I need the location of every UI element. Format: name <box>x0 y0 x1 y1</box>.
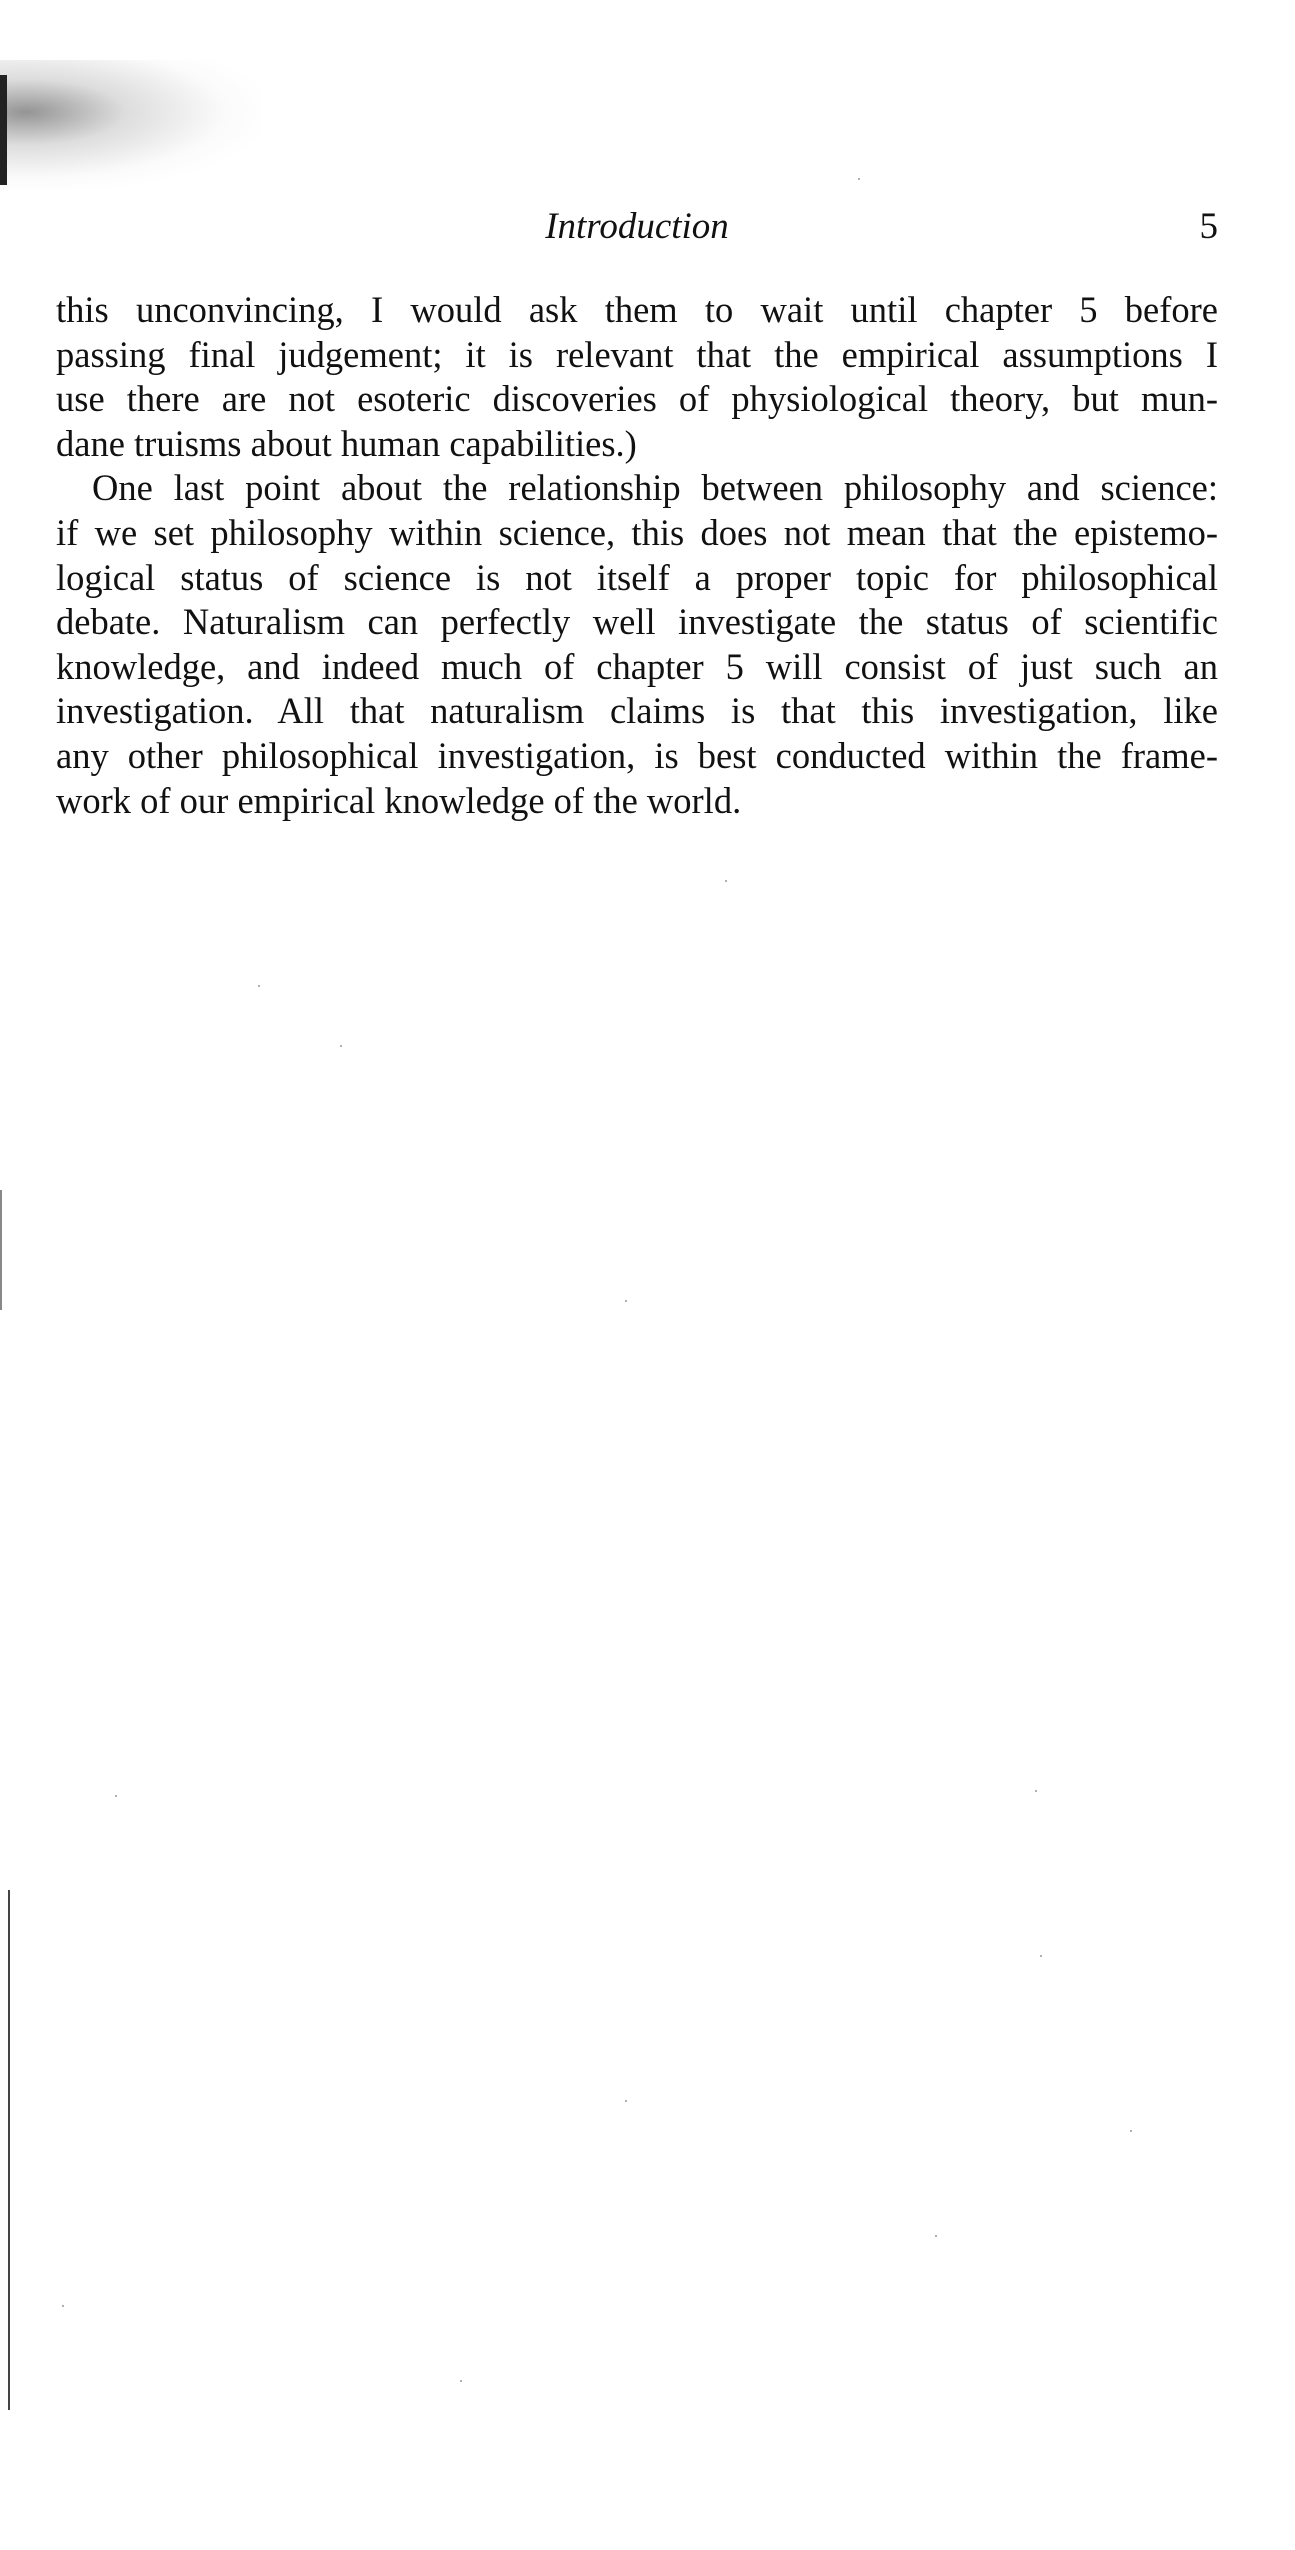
scan-edge-mark <box>0 75 7 185</box>
text-line: work of our empirical knowledge of the world. <box>56 779 742 821</box>
text-line: One last point about the relationship between philosophy and science: <box>92 467 1218 509</box>
text-line: debate. Naturalism can perfectly well investigate the status of scientific <box>56 601 1218 643</box>
scan-speck <box>1035 1790 1037 1792</box>
scan-speck <box>625 1300 627 1302</box>
text-line: if we set philosophy within science, this does not mean that the epistemo- <box>56 511 1218 553</box>
scan-speck <box>340 1045 342 1047</box>
scan-speck <box>460 2380 462 2382</box>
scan-speck <box>858 178 860 180</box>
scan-edge-mark <box>8 1890 10 2410</box>
text-line: logical status of science is not itself a proper topic for philosophical <box>56 556 1218 598</box>
text-line: passing final judgement; it is relevant that the empirical assumptions I <box>56 333 1218 375</box>
running-head <box>56 205 1218 265</box>
text-line: use there are not esoteric discoveries of physiological theory, but mun- <box>56 378 1218 420</box>
paragraph <box>56 288 1218 466</box>
text-line: dane truisms about human capabilities.) <box>56 422 637 464</box>
body-text <box>56 288 1218 823</box>
chapter-title: Introduction <box>545 206 729 247</box>
page-number: 5 <box>1199 206 1218 247</box>
scan-speck <box>1130 2130 1132 2132</box>
scan-speck <box>258 985 260 987</box>
scan-edge-mark <box>0 1190 2 1310</box>
scan-speck <box>115 1795 117 1797</box>
text-line: any other philosophical investigation, is best conducted within the frame- <box>56 734 1218 776</box>
text-line: knowledge, and indeed much of chapter 5 will consist of just such an <box>56 645 1218 687</box>
scan-speck <box>625 2100 627 2102</box>
scan-speck <box>62 2305 64 2307</box>
paragraph <box>56 466 1218 823</box>
scan-speck <box>1040 1955 1042 1957</box>
scan-shadow <box>0 60 260 190</box>
scan-speck <box>725 880 727 882</box>
text-line: investigation. All that naturalism claims is that this investigation, like <box>56 690 1218 732</box>
scan-speck <box>935 2235 937 2237</box>
text-line: this unconvincing, I would ask them to wait until chapter 5 before <box>56 289 1218 330</box>
